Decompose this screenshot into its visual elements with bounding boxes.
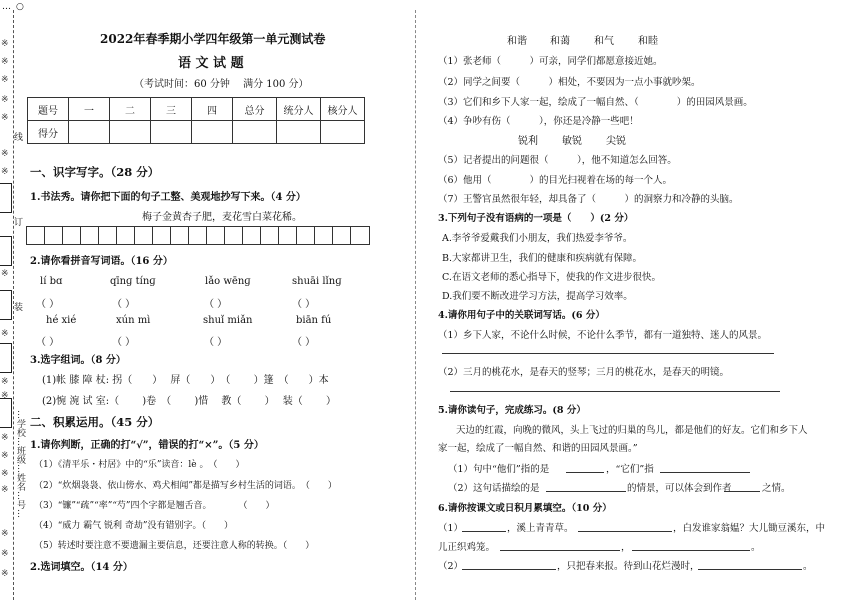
answer-line[interactable]	[462, 531, 506, 532]
grid-cell[interactable]	[261, 227, 279, 244]
q6-prompt: ，白发谁家翁媪？大儿锄豆溪东，中	[673, 523, 826, 534]
score-cell: 统分人	[277, 98, 321, 121]
fill-item[interactable]: （7）王警官虽然很年轻，却具备了（ ）的洞察力和冷静的头脑。	[438, 194, 739, 205]
grid-cell[interactable]	[117, 227, 135, 244]
option-item[interactable]: A.李爷爷爱戴我们小朋友，我们热爱李爷爷。	[442, 233, 633, 244]
q5-passage: 家一起，绘成了一幅自然、和谐的田园风景画。”	[438, 443, 638, 454]
answer-line[interactable]	[660, 472, 750, 473]
cross-mark: ※	[1, 57, 9, 67]
grid-cell[interactable]	[207, 227, 225, 244]
judge-item[interactable]: （3）“镰”“疏”“率”“芍”四个字都是翘舌音。 （ ）	[34, 501, 275, 511]
option-item[interactable]: D.我们要不断改进学习方法，提高学习效率。	[442, 291, 633, 302]
grid-cell[interactable]	[45, 227, 63, 244]
margin-box	[0, 343, 12, 373]
score-cell: 总分	[233, 98, 277, 121]
cross-mark: ※	[1, 75, 9, 85]
r-q5-heading: 5.请你读句子，完成练习。(8 分）	[438, 405, 586, 416]
word-option: 和睦	[638, 36, 658, 47]
q5-prompt: （2）这句话描绘的是	[448, 483, 540, 494]
answer-line[interactable]	[632, 550, 750, 551]
score-cell: 四	[192, 98, 233, 121]
score-cell: 题号	[28, 98, 69, 121]
word-option: 敏锐	[562, 136, 582, 147]
score-cell	[233, 121, 277, 144]
grid-cell[interactable]	[81, 227, 99, 244]
score-cell	[277, 121, 321, 144]
answer-paren[interactable]: （ ）	[292, 299, 316, 310]
word-option: 和气	[594, 36, 614, 47]
cross-mark: ※	[1, 167, 9, 177]
answer-line[interactable]	[546, 491, 626, 492]
q5-prompt: 的情景，可以体会到作者	[627, 483, 732, 494]
grid-cell[interactable]	[351, 227, 369, 244]
answer-paren[interactable]: （ ）	[204, 299, 228, 310]
binding-margin	[0, 0, 26, 607]
section-2-heading: 二、积累运用。（45 分）	[30, 415, 160, 429]
q3-heading: 3.选字组词。（8 分）	[30, 355, 126, 366]
score-cell: 核分人	[321, 98, 365, 121]
answer-line[interactable]	[500, 550, 620, 551]
q6-prompt: ，溪上青青草。	[507, 523, 574, 534]
score-cell	[69, 121, 110, 144]
margin-label-line: 线	[14, 133, 24, 143]
grid-cell[interactable]	[27, 227, 45, 244]
margin-box	[0, 398, 12, 428]
score-cell: 得分	[28, 121, 69, 144]
pinyin: xún mì	[116, 315, 151, 326]
pinyin: shuāi lǐnɡ	[292, 276, 342, 287]
r-q3-heading: 3.下列句子没有语病的一项是（ ）(2 分）	[438, 213, 634, 224]
q5-prompt: （1）句中“他们”指的是	[448, 464, 550, 475]
grid-cell[interactable]	[171, 227, 189, 244]
margin-label-bind: 订	[14, 218, 24, 228]
option-item[interactable]: B.大家都讲卫生，我们的健康和疾病就有保障。	[442, 253, 643, 264]
score-header-row	[28, 98, 365, 121]
cross-mark: ※	[1, 433, 9, 443]
q2-heading: 2.请你看拼音写词语。（16 分）	[30, 256, 173, 267]
grid-cell[interactable]	[315, 227, 333, 244]
cross-mark: ※	[1, 39, 9, 49]
fill-item[interactable]: （4）争吵有伤（ ），你还是冷静一些吧！	[438, 116, 639, 127]
top-circle: ○	[16, 2, 24, 12]
answer-line[interactable]	[578, 531, 672, 532]
answer-paren[interactable]: （ ）	[292, 337, 316, 348]
margin-box	[0, 290, 12, 320]
pinyin: qīnɡ tínɡ	[110, 276, 156, 287]
margin-box	[0, 236, 12, 266]
section-1-heading: 一、识字写字。（28 分）	[30, 165, 160, 179]
fill-item[interactable]: （1）张老师（ ）可亲，同学们都愿意接近她。	[438, 56, 663, 67]
margin-vertical-text: …学校…班级…姓名…号…	[15, 410, 25, 518]
judge-item[interactable]: （2）“炊烟袅袅、依山傍水、鸡犬相闻”都是描写乡村生活的词语。 （ ）	[34, 481, 337, 491]
fill-item[interactable]: （6）他用（ ）的目光扫视着在场的每一个人。	[438, 175, 673, 186]
cross-mark: ※	[1, 377, 9, 387]
margin-label-pack: 装	[14, 303, 24, 313]
q4-sentence: （1）乡下人家，不论什么时候，不论什么季节，都有一道独特、迷人的风景。	[438, 330, 768, 341]
top-dots: …	[2, 2, 11, 12]
answer-paren[interactable]: （ ）	[36, 299, 60, 310]
answer-paren[interactable]: （ ）	[36, 337, 60, 348]
score-cell	[321, 121, 365, 144]
score-cell: 一	[69, 98, 110, 121]
cross-mark: ※	[1, 469, 9, 479]
cross-mark: ※	[1, 391, 9, 401]
cross-mark: ※	[1, 569, 9, 579]
q4-sentence: （2）三月的桃花水，是春天的竖琴；三月的桃花水，是春天的明镜。	[438, 367, 730, 378]
cross-mark: ※	[1, 149, 9, 159]
score-table	[27, 97, 365, 144]
answer-paren[interactable]: （ ）	[112, 299, 136, 310]
exam-title: 2022年春季期小学四年级第一单元测试卷	[100, 32, 326, 46]
cross-mark: ※	[1, 485, 9, 495]
grid-cell[interactable]	[99, 227, 117, 244]
cross-mark: ※	[1, 329, 9, 339]
q6-prompt: 。	[751, 542, 761, 553]
q1-sentence: 梅子金黄杏子肥，麦花雪白菜花稀。	[142, 212, 302, 223]
exam-subject: 语 文 试 题	[178, 56, 244, 71]
j1-heading: 1.请你判断，正确的打“√”，错误的打“×”。（5 分）	[30, 440, 264, 451]
pinyin: lǎo wēnɡ	[205, 276, 251, 287]
answer-line[interactable]	[442, 353, 774, 354]
judge-item[interactable]: （1）《清平乐・村居》中的“乐”读音：lè 。 （ ）	[34, 460, 245, 470]
q3-line[interactable]: (2)惋 涴 试 室:（ )卷 （ )惜 教（ ） 装（ ）	[42, 396, 336, 407]
grid-cell[interactable]	[243, 227, 261, 244]
q1-heading: 1.书法秀。请你把下面的句子工整、美观地抄写下来。（4 分）	[30, 192, 306, 203]
cross-mark: ※	[1, 549, 9, 559]
q6-prompt: ，只把春来报。待到山花烂漫时，	[557, 561, 700, 572]
answer-line[interactable]	[724, 491, 760, 492]
grid-cell[interactable]	[225, 227, 243, 244]
q6-prompt: （1）	[438, 523, 464, 534]
word-option: 锐利	[518, 136, 538, 147]
q6-prompt: 儿正织鸡笼。	[438, 542, 496, 553]
q5-prompt: 之情。	[762, 483, 791, 494]
q3-line[interactable]: (1)帐 膝 障 杖: 拐（ ） 屏（ ） （ ）篷 （ ）本	[42, 375, 329, 386]
pinyin: lí bɑ	[40, 276, 63, 287]
cross-mark: ※	[1, 95, 9, 105]
exam-info: （考试时间：60 分钟 满分 100 分）	[134, 79, 309, 90]
grid-cell[interactable]	[189, 227, 207, 244]
margin-box	[0, 183, 12, 213]
answer-paren[interactable]: （ ）	[204, 337, 228, 348]
word-option: 和蔼	[550, 36, 570, 47]
option-item[interactable]: C.在语文老师的悉心指导下，使我的作文进步很快。	[442, 272, 661, 283]
q6-prompt: 。	[803, 561, 813, 572]
word-option: 尖锐	[606, 136, 626, 147]
pinyin: hé xié	[46, 315, 77, 326]
answer-line[interactable]	[698, 569, 802, 570]
answer-line[interactable]	[450, 391, 780, 392]
answer-line[interactable]	[462, 569, 556, 570]
j2-heading: 2.选词填空。（14 分）	[30, 562, 133, 573]
r-q6-heading: 6.请你按课文或日积月累填空。（10 分）	[438, 503, 612, 514]
cross-mark: ※	[1, 451, 9, 461]
score-cell: 二	[110, 98, 151, 121]
word-option: 和谐	[507, 36, 527, 47]
answer-line[interactable]	[566, 472, 604, 473]
cross-mark: ※	[1, 529, 9, 539]
copy-grid[interactable]	[26, 226, 370, 245]
pinyin: shuǐ miǎn	[203, 315, 253, 326]
grid-cell[interactable]	[135, 227, 153, 244]
grid-cell[interactable]	[63, 227, 81, 244]
score-cell	[151, 121, 192, 144]
answer-paren[interactable]: （ ）	[112, 337, 136, 348]
q6-prompt: （2）	[438, 561, 464, 572]
fill-item[interactable]: （2）同学之间要（ ）相处，不要因为一点小事就吵架。	[438, 77, 701, 88]
cross-mark: ※	[1, 269, 9, 279]
judge-item[interactable]: （5）转述时要注意不要遗漏主要信息，还要注意人称的转换。（ ）	[34, 541, 315, 551]
r-q4-heading: 4.请你用句子中的关联词写话。(6 分）	[438, 310, 605, 321]
q6-prompt: ，	[621, 542, 631, 553]
grid-cell[interactable]	[153, 227, 171, 244]
cross-mark: ※	[1, 113, 9, 123]
fill-item[interactable]: （3）它们和乡下人家一起，绘成了一幅自然、（ ）的田园风景画。	[438, 97, 753, 108]
pinyin: biān fú	[296, 315, 332, 326]
fill-item[interactable]: （5）记者提出的问题很（ ），他不知道怎么回答。	[438, 155, 677, 166]
judge-item[interactable]: （4）“威力 霸气 锐利 奇劫”没有错别字。（ ）	[34, 521, 234, 531]
grid-cell[interactable]	[297, 227, 315, 244]
score-cell	[110, 121, 151, 144]
grid-cell[interactable]	[279, 227, 297, 244]
q5-passage: 天边的红霞，向晚的微风，头上飞过的归巢的鸟儿，都是他们的好友。它们和乡下人	[456, 425, 808, 436]
score-value-row	[28, 121, 365, 144]
score-cell: 三	[151, 98, 192, 121]
score-cell	[192, 121, 233, 144]
column-separator	[415, 10, 416, 600]
q5-prompt: ，“它们”指	[606, 464, 654, 475]
grid-cell[interactable]	[333, 227, 351, 244]
